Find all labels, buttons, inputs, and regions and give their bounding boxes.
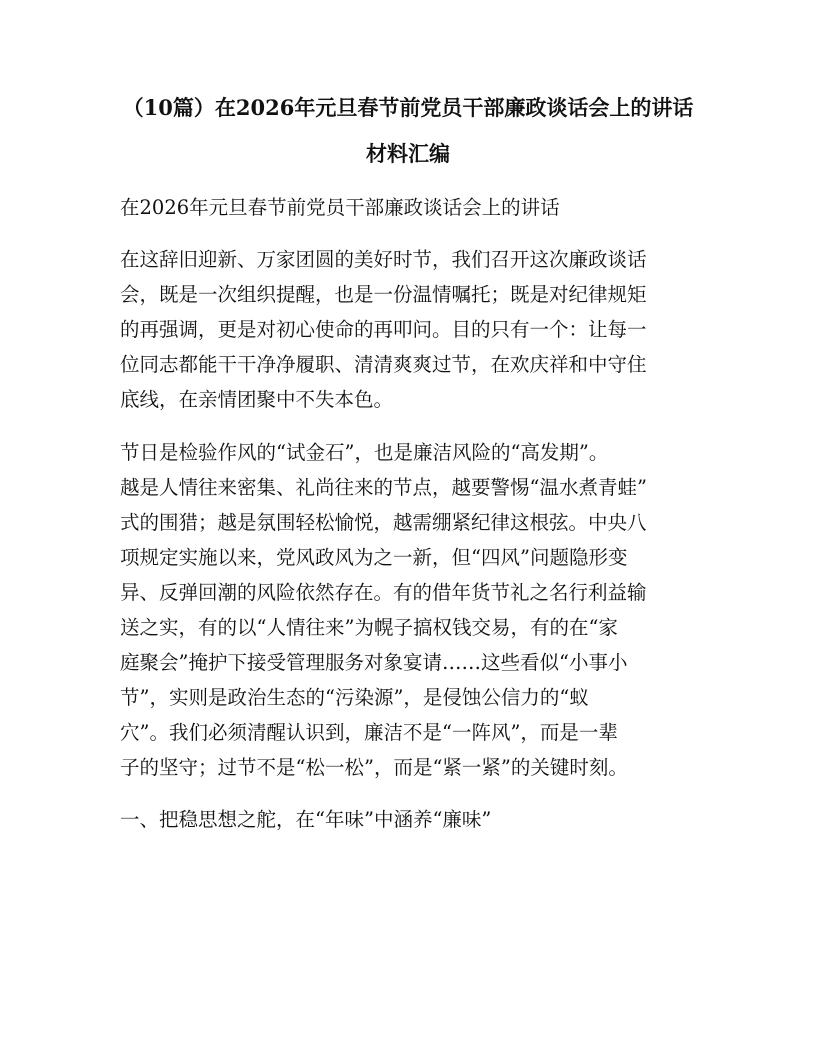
paragraph-2-line: 异、反弹回潮的风险依然存在。有的借年货节礼之名行利益输 bbox=[120, 581, 647, 604]
paragraph-2-line: 穴”。我们必须清醒认识到，廉洁不是“一阵风”，而是一辈 bbox=[120, 721, 618, 744]
paragraph-2-line: 送之实，有的以“人情往来”为幌子搞权钱交易，有的在“家 bbox=[120, 616, 618, 639]
paragraph-2-line: 式的围猎；越是氛围轻松愉悦，越需绷紧纪律这根弦。中央八 bbox=[120, 511, 647, 534]
paragraph-2-line: 庭聚会”掩护下接受管理服务对象宴请……这些看似“小事小 bbox=[120, 651, 628, 674]
paragraph-2-line: 子的坚守；过节不是“松一松”，而是“紧一紧”的关键时刻。 bbox=[120, 756, 628, 779]
paragraph-2-line: 节”，实则是政治生态的“污染源”，是侵蚀公信力的“蚁 bbox=[120, 686, 589, 709]
paragraph-1-line: 会，既是一次组织提醒，也是一份温情嘱托；既是对纪律规矩 bbox=[120, 283, 647, 306]
paragraph-2-line: 越是人情往来密集、礼尚往来的节点，越要警惕“温水煮青蛙” bbox=[120, 476, 647, 499]
paragraph-2-line: 节日是检验作风的“试金石”，也是廉洁风险的“高发期”。 bbox=[120, 441, 609, 464]
document-title-line-1: （10篇）在2026年元旦春节前党员干部廉政谈话会上的讲话 bbox=[122, 95, 694, 120]
paragraph-1-line: 底线，在亲情团聚中不失本色。 bbox=[120, 388, 394, 411]
document-title-line-2: 材料汇编 bbox=[366, 141, 450, 166]
paragraph-1-line: 在这辞旧迎新、万家团圆的美好时节，我们召开这次廉政谈话 bbox=[120, 248, 647, 271]
section-heading-1: 一、把稳思想之舵，在“年味”中涵养“廉味” bbox=[120, 808, 492, 831]
paragraph-1-line: 的再强调，更是对初心使命的再叩问。目的只有一个：让每一 bbox=[120, 318, 647, 341]
paragraph-2-line: 项规定实施以来，党风政风为之一新，但“四风”问题隐形变 bbox=[120, 546, 628, 569]
speech-subtitle: 在2026年元旦春节前党员干部廉政谈话会上的讲话 bbox=[120, 196, 560, 219]
paragraph-1-line: 位同志都能干干净净履职、清清爽爽过节，在欢庆祥和中守住 bbox=[120, 353, 647, 376]
